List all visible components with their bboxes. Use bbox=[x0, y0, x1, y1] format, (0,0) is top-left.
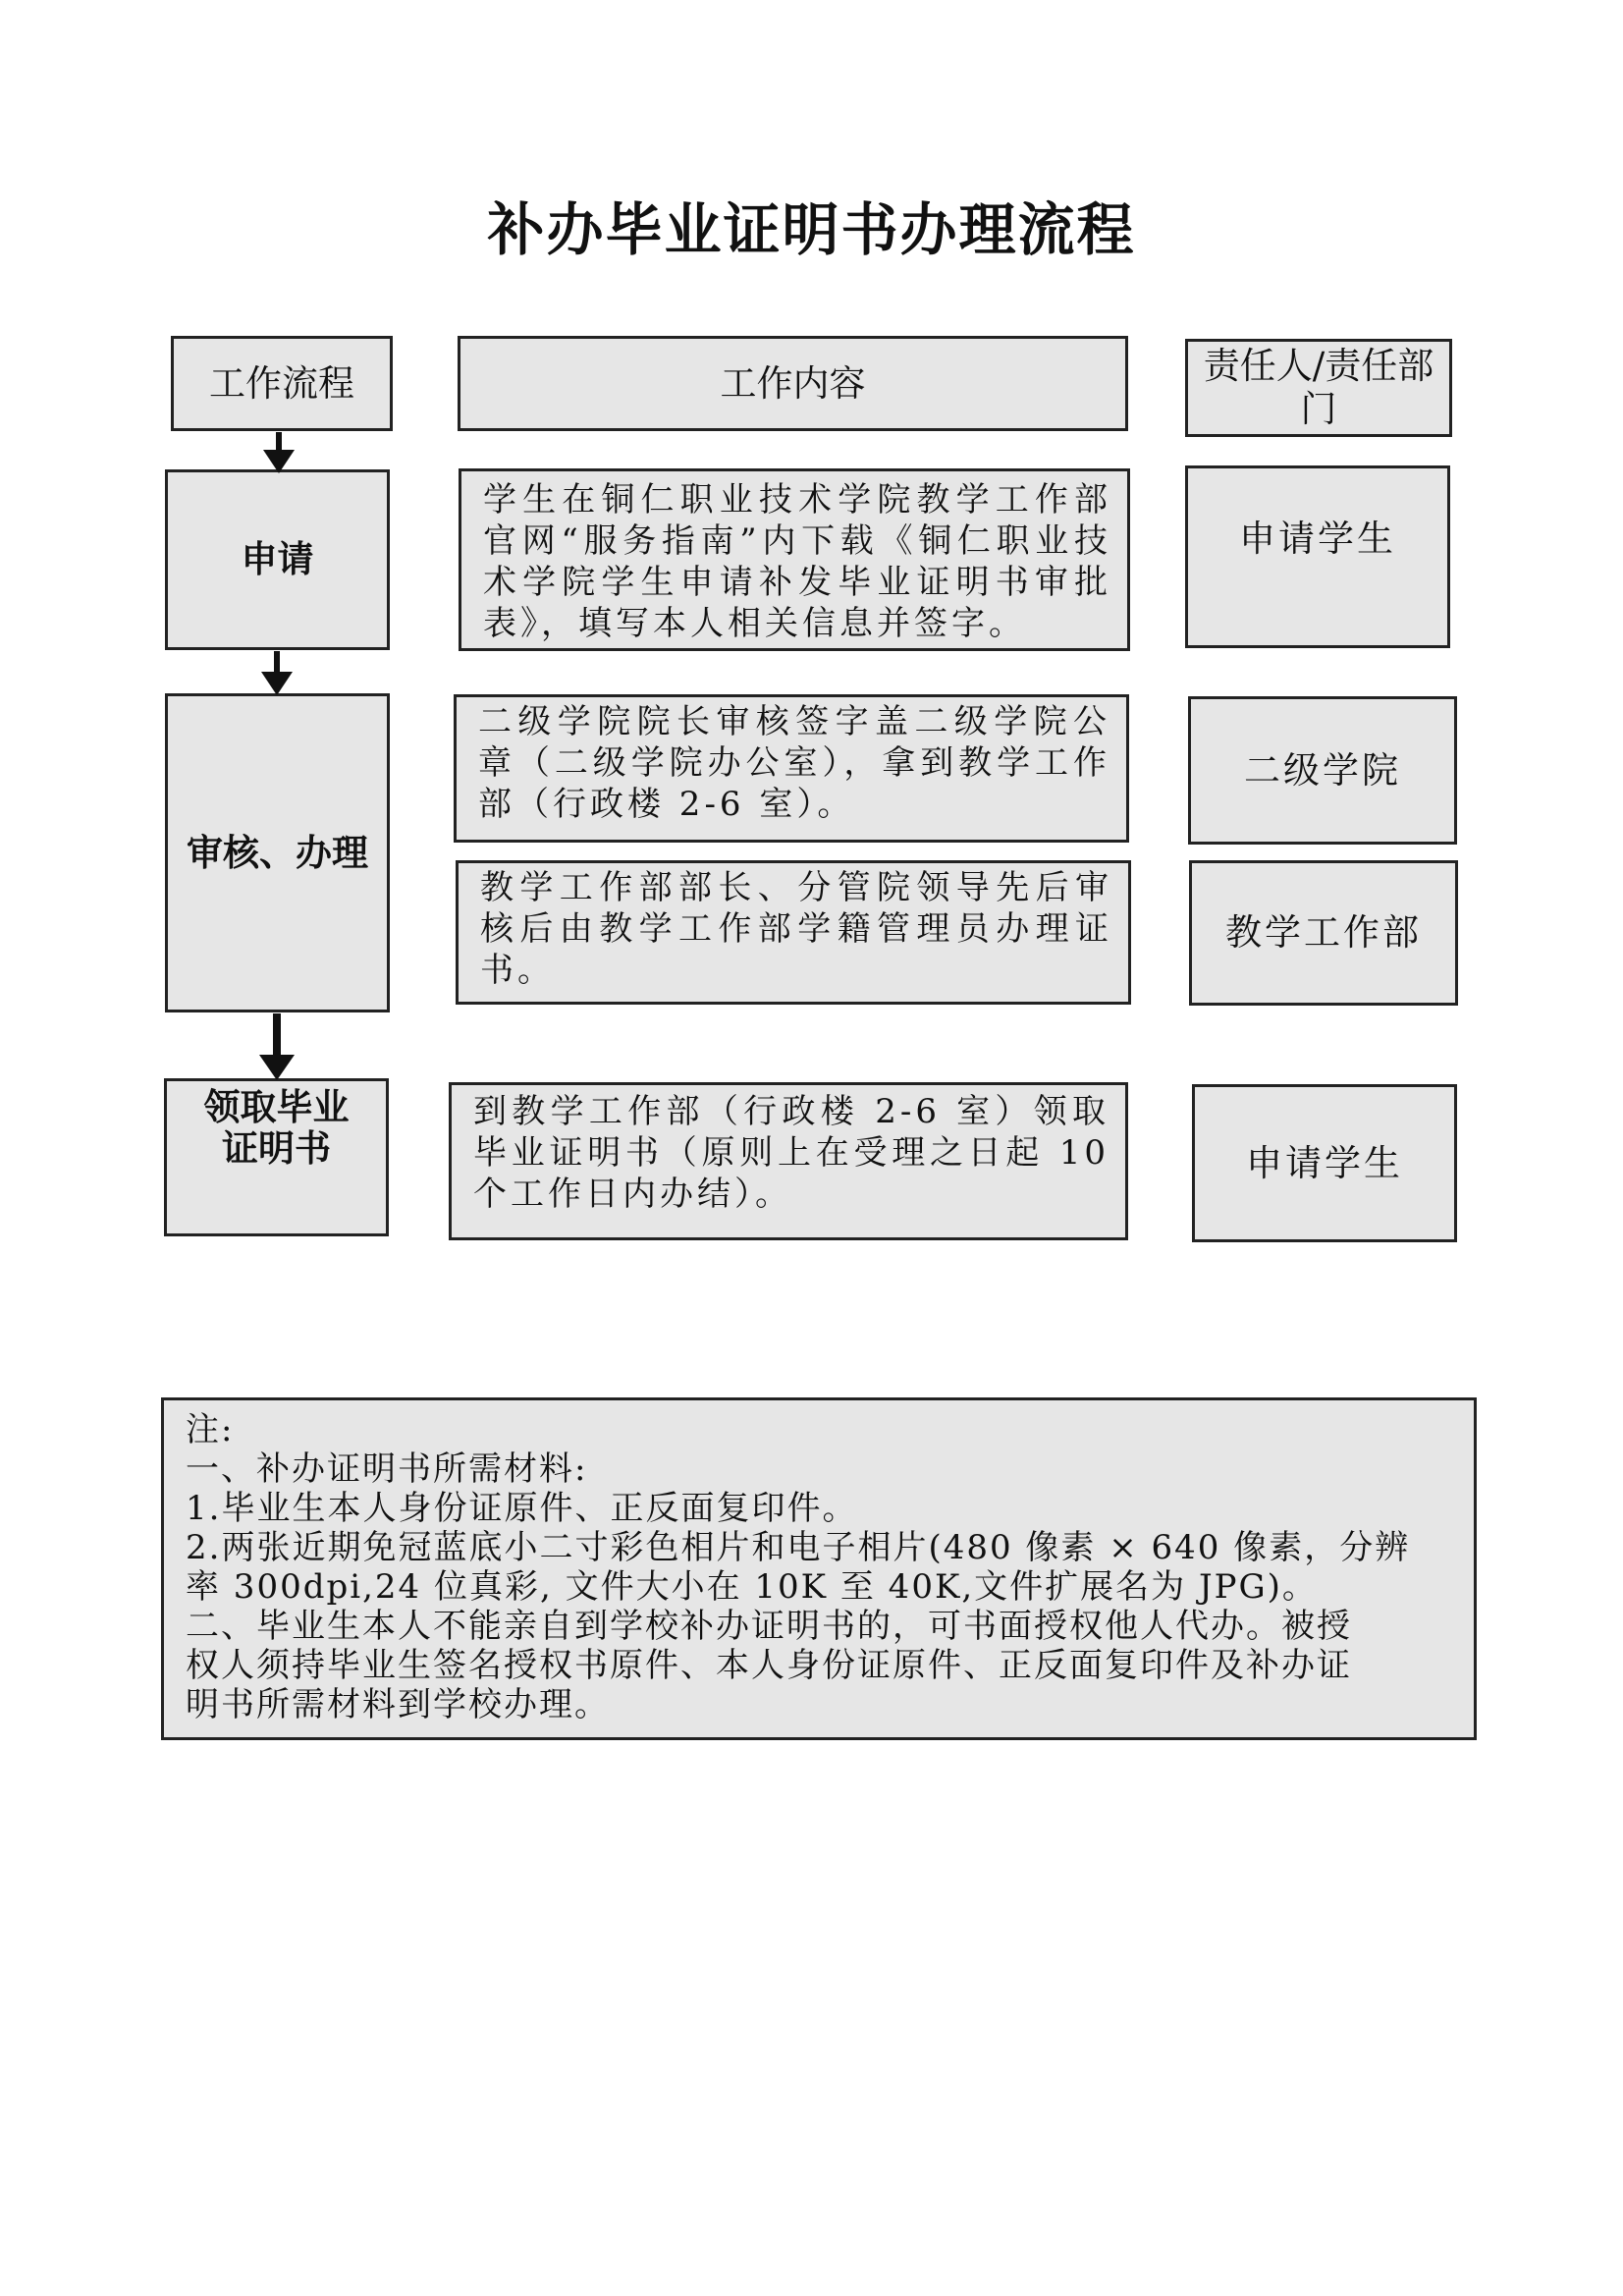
arrow-header-to-apply bbox=[263, 432, 295, 473]
page-title: 补办毕业证明书办理流程 bbox=[487, 196, 1136, 263]
step-collect-label: 领取毕业证明书 bbox=[203, 1086, 350, 1170]
note-line: 1.毕业生本人身份证原件、正反面复印件。 bbox=[186, 1489, 858, 1528]
header-process-label: 工作流程 bbox=[209, 361, 354, 405]
notes-box bbox=[161, 1397, 1477, 1740]
note-line: 权人须持毕业生签名授权书原件、本人身份证原件、正反面复印件及补办证 bbox=[186, 1646, 1352, 1685]
step-review-responsible-b-label: 教学工作部 bbox=[1225, 911, 1422, 954]
note-line: 注: bbox=[186, 1410, 235, 1449]
note-line: 2.两张近期免冠蓝底小二寸彩色相片和电子相片(480 像素 × 640 像素，分辨 bbox=[186, 1528, 1411, 1567]
step-review-label: 审核、办理 bbox=[187, 831, 368, 874]
note-line: 二、毕业生本人不能亲自到学校补办证明书的，可书面授权他人代办。被授 bbox=[186, 1607, 1352, 1646]
arrow-apply-to-review bbox=[261, 651, 293, 695]
step-review-content-a-text: 二级学院院长审核签字盖二级学院公章（二级学院办公室），拿到教学工作部（行政楼 2-6 室）。 bbox=[478, 702, 1110, 824]
header-responsible-label: 责任人/责任部门 bbox=[1203, 345, 1434, 430]
step-apply-content-text: 学生在铜仁职业技术学院教学工作部官网“服务指南”内下载《铜仁职业技术学院学生申请补发毕业证明书审批表》，填写本人相关信息并签字。 bbox=[483, 480, 1111, 643]
step-collect-content-text: 到教学工作部（行政楼 2-6 室）领取毕业证明书（原则上在受理之日起 10 个工作日内办结）。 bbox=[473, 1092, 1109, 1214]
step-review-responsible-a-label: 二级学院 bbox=[1244, 748, 1401, 792]
step-apply-label: 申请 bbox=[241, 538, 314, 580]
note-line: 一、补办证明书所需材料: bbox=[186, 1449, 588, 1489]
step-apply-responsible-label: 申请学生 bbox=[1239, 518, 1396, 560]
header-content-label: 工作内容 bbox=[720, 361, 866, 405]
step-collect-responsible-label: 申请学生 bbox=[1246, 1141, 1403, 1184]
arrow-review-to-collect bbox=[259, 1013, 295, 1080]
note-line: 明书所需材料到学校办理。 bbox=[186, 1685, 610, 1724]
note-line: 率 300dpi,24 位真彩, 文件大小在 10K 至 40K,文件扩展名为 JPG)。 bbox=[186, 1567, 1318, 1607]
step-review-content-b-text: 教学工作部部长、分管院领导先后审核后由教学工作部学籍管理员办理证书。 bbox=[480, 868, 1112, 990]
